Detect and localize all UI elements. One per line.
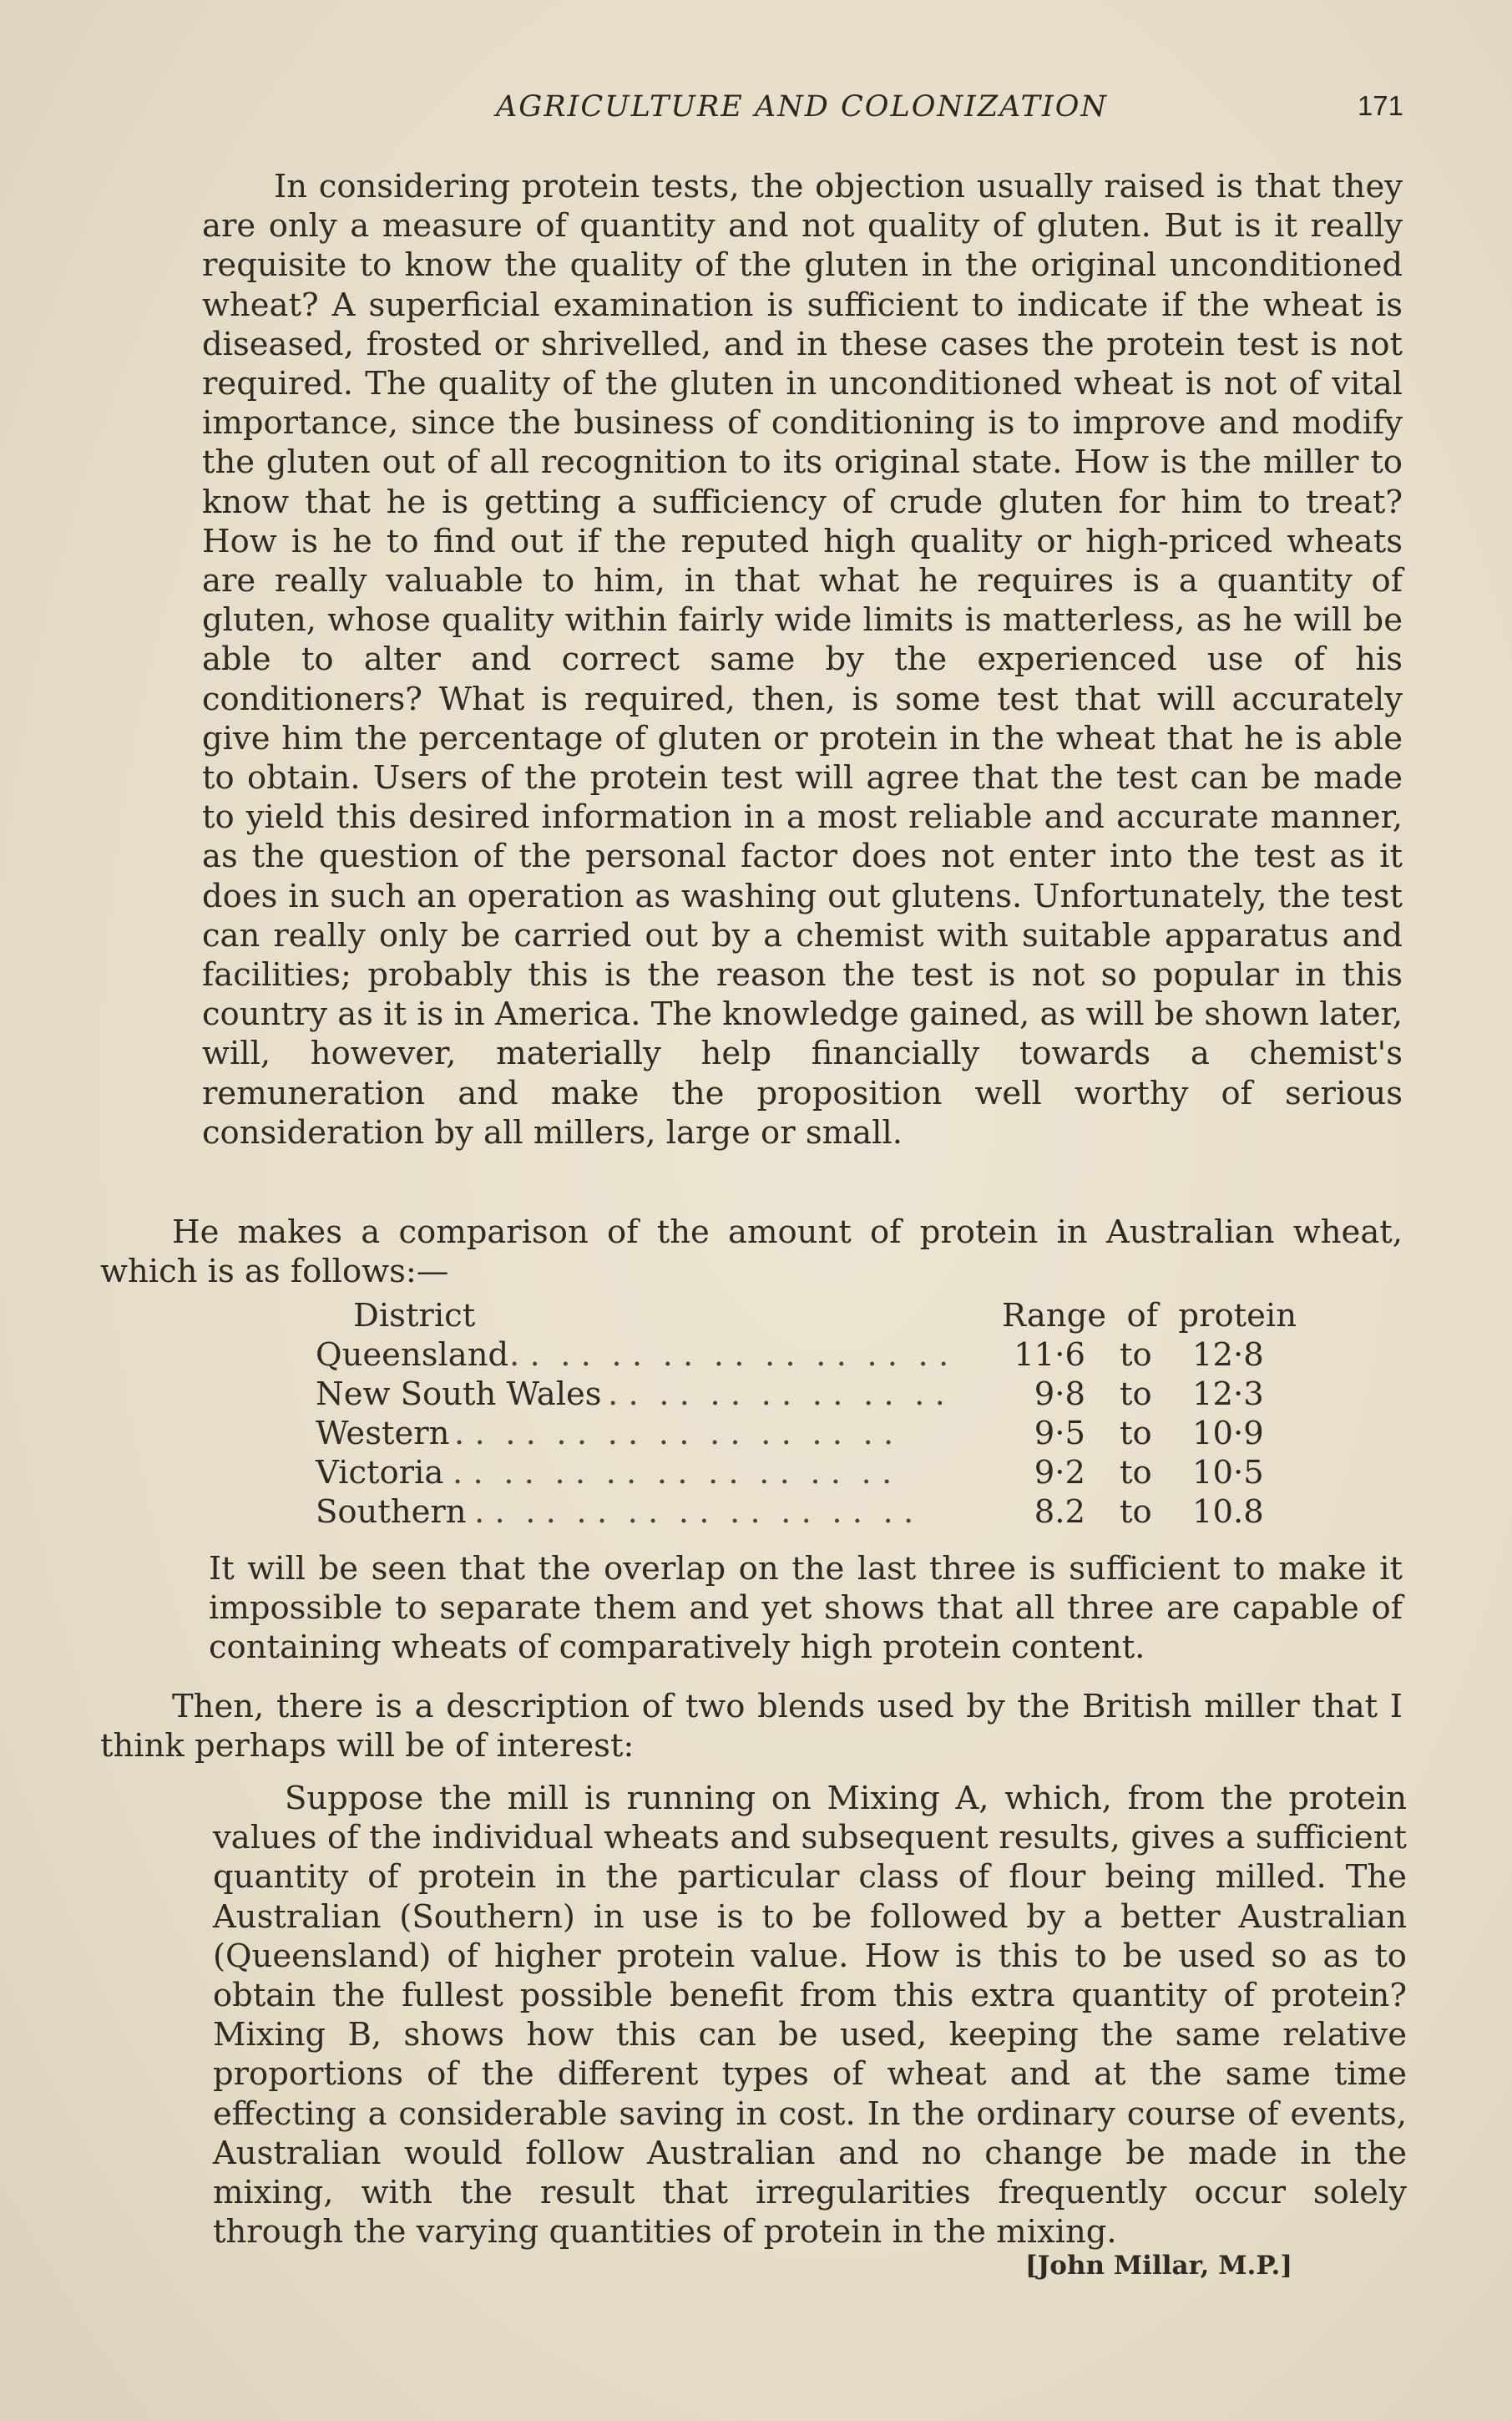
range-low: 9·8 bbox=[1034, 1375, 1085, 1413]
paragraph: It will be seen that the overlap on the last three is sufficient to make it impossible to separate them and yet shows that all three are capable of containing wheats of comparatively high protein content. bbox=[209, 1550, 1403, 1667]
table-row bbox=[316, 1415, 1284, 1454]
table-row bbox=[316, 1493, 1284, 1532]
range-high: 10.8 bbox=[1192, 1493, 1264, 1531]
header-district: District bbox=[353, 1297, 476, 1335]
leader-dots: . . . . . . . . . . . . . . bbox=[608, 1375, 945, 1413]
protein-range-table bbox=[316, 1297, 1297, 1532]
running-title: AGRICULTURE AND COLONIZATION bbox=[495, 90, 1109, 124]
intro-paragraph-comparison bbox=[100, 1213, 1403, 1291]
range-to: to bbox=[1120, 1493, 1152, 1531]
district-name: Western bbox=[316, 1415, 450, 1452]
range-low: 11·6 bbox=[1014, 1336, 1085, 1374]
range-high: 12·3 bbox=[1192, 1375, 1264, 1413]
range-low: 9·5 bbox=[1034, 1415, 1085, 1452]
table-row bbox=[316, 1454, 1284, 1493]
table-note-paragraph bbox=[209, 1549, 1403, 1668]
range-high: 10·5 bbox=[1192, 1454, 1264, 1492]
district-name: Southern bbox=[316, 1493, 467, 1531]
range-to: to bbox=[1120, 1454, 1152, 1492]
page-number: 171 bbox=[1357, 90, 1403, 121]
range-low: 9·2 bbox=[1034, 1454, 1085, 1492]
intro-paragraph-blends bbox=[100, 1687, 1403, 1765]
district-name: New South Wales bbox=[316, 1375, 602, 1413]
range-to: to bbox=[1120, 1336, 1152, 1374]
paragraph: In considering protein tests, the objection usually raised is that they are only a measure of quantity and not quality of gluten. But is it really requisite to know the quality of the gluten in the original unconditioned wheat? A superficial examination is sufficient to indicate if the wheat is diseased, frosted or shrivelled, and in these cases the protein test is not required. The quality of the gluten in unconditioned wheat is not of vital importance, since the business of conditioning is to improve and modify the gluten out of all recognition to its original state. How is the miller to know that he is getting a sufficiency of crude gluten for him to treat? How is he to find out if the reputed high quality or high-priced wheats are really valuable to him, in that what he requires is a quantity of gluten, whose quality within fairly wide limits is matterless, as he will be able to alter and correct same by the experienced use of his conditioners? What is required, then, is some test that will accurately give him the percentage of gluten or protein in the wheat that he is able to obtain. Users of the protein test will agree that the test can be made to yield this desired information in a most reliable and accurate manner, as the question of the personal factor does not enter into the test as it does in such an operation as washing out glutens. Unfortunately, the test can really only be carried out by a chemist with suitable apparatus and facilities; probably this is the reason the test is not so popular in this country as it is in America. The knowledge gained, as will be shown later, will, however, materially help financially towards a chemist's remuneration and make the proposition well worthy of serious consideration by all millers, large or small. bbox=[202, 168, 1403, 1152]
quoted-passage-protein-tests bbox=[202, 167, 1403, 1152]
range-high: 12·8 bbox=[1192, 1336, 1264, 1374]
table-row bbox=[316, 1375, 1284, 1415]
district-name: Queensland bbox=[316, 1336, 509, 1374]
table-row bbox=[316, 1336, 1284, 1375]
district-name: Victoria bbox=[316, 1454, 444, 1492]
range-to: to bbox=[1120, 1375, 1152, 1413]
leader-dots: . . . . . . . . . . . . . . . . . . bbox=[453, 1454, 893, 1492]
paragraph: He makes a comparison of the amount of protein in Australian wheat, which is as follows:— bbox=[100, 1213, 1403, 1291]
table-header bbox=[316, 1297, 1297, 1336]
leader-dots: . . . . . . . . . . . . . . . . . . bbox=[474, 1493, 914, 1531]
header-range-of-protein: Range of protein bbox=[1002, 1297, 1297, 1335]
range-low: 8.2 bbox=[1034, 1493, 1085, 1531]
quoted-passage-mixing bbox=[213, 1779, 1407, 2251]
range-high: 10·9 bbox=[1192, 1415, 1264, 1452]
paragraph: Then, there is a description of two blends used by the British miller that I think perhaps will be of interest: bbox=[100, 1688, 1403, 1765]
page-header bbox=[200, 90, 1403, 132]
attribution: [John Millar, M.P.] bbox=[1024, 2251, 1292, 2281]
paragraph: Suppose the mill is running on Mixing A, which, from the protein values of the individual wheats and subsequent results, gives a sufficient quantity of protein in the particular class of flour being milled. The Australian (Southern) in use is to be followed by a better Australian (Queensland) of higher protein value. How is this to be used so as to obtain the fullest possible benefit from this extra quantity of protein? Mixing B, shows how this can be used, keeping the same relative proportions of the different types of wheat and at the same time effecting a considerable saving in cost. In the ordinary course of events, Australian would follow Australian and no change be made in the mixing, with the result that irregularities frequently occur solely through the varying quantities of protein in the mixing. bbox=[213, 1780, 1407, 2251]
leader-dots: . . . . . . . . . . . . . . . . . . bbox=[454, 1415, 894, 1452]
leader-dots: . . . . . . . . . . . . . . . . . . bbox=[509, 1336, 949, 1374]
range-to: to bbox=[1120, 1415, 1152, 1452]
